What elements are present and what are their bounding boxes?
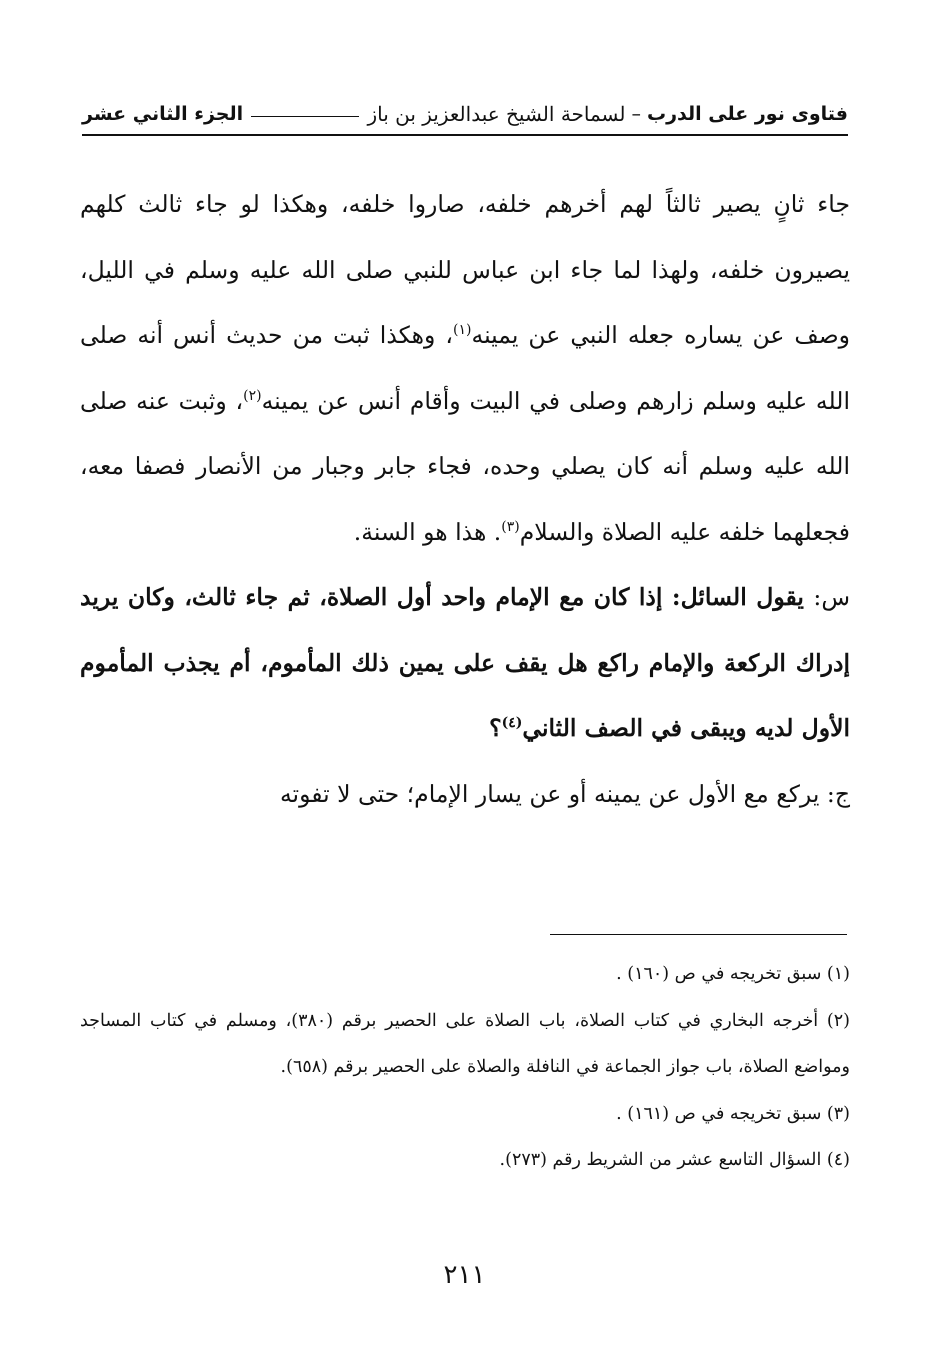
footnote-2: (٢) أخرجه البخاري في كتاب الصلاة، باب الصلاة على الحصير برقم (٣٨٠)، ومسلم في كتاب المساجد ومواضع الصلاة، باب جواز الجماعة في النافلة والصلاة على الحصير برقم (٦٥٨). bbox=[80, 1010, 850, 1077]
main-text bbox=[80, 172, 850, 827]
footnote-1: (١) سبق تخريجه في ص (١٦٠) . bbox=[616, 964, 850, 984]
footnote-divider bbox=[550, 934, 847, 935]
footnote-ref-3: (٣) bbox=[501, 518, 520, 535]
header-divider bbox=[82, 134, 848, 136]
question-paragraph: س: يقول السائل: إذا كان مع الإمام واحد أول الصلاة، ثم جاء ثالث، وكان يريد إدراك الركعة والإمام راكع هل يقف على يمين ذلك المأموم، أم يجذب المأموم الأول لديه ويبقى في الصف الثاني$^{(٤)}$؟ bbox=[80, 583, 851, 742]
header-dash: – bbox=[631, 103, 641, 125]
volume-part: الجزء الثاني عشر bbox=[82, 103, 244, 125]
answer-marker: ج: bbox=[826, 779, 850, 808]
footnote-4: (٤) السؤال التاسع عشر من الشريط رقم (٢٧٣). bbox=[499, 1150, 850, 1170]
book-title: فتاوى نور على الدرب bbox=[647, 103, 848, 125]
answer-text: يركع مع الأول عن يمينه أو عن يسار الإمام؛ حتى لا تفوته bbox=[279, 779, 820, 808]
footnote-ref-1: (١) bbox=[453, 322, 472, 338]
page-number: ٢١١ bbox=[443, 1260, 486, 1290]
footnote-ref-4: (٤) bbox=[501, 715, 523, 731]
footnote-3: (٣) سبق تخريجه في ص (١٦١) . bbox=[616, 1103, 850, 1124]
header-inline-rule bbox=[251, 116, 359, 117]
answer-paragraph bbox=[80, 762, 850, 828]
paragraph-answer-continued: جاء ثانٍ يصير ثالثاً لهم أخرهم خلفه، صاروا خلفه، وهكذا لو جاء ثالث كلهم يصيرون خلفه، ولهذا لما جاء ابن عباس للنبي صلى الله عليه وسلم في الليل، وصف عن يساره جعله النبي عن يمينه$^{(١)}$، وهكذا ثبت من حديث أنس أنه صلى الله عليه وسلم زارهم وصلى في البيت وأقام أنس عن يمينه$^{(٢)}$، وثبت عنه صلى الله عليه وسلم أنه كان يصلي وحده، فجاء جابر وجبار من الأنصار فصفا معه، فجعلهما خلفه عليه الصلاة والسلام$^{(٣)}$. هذا هو السنة. bbox=[80, 190, 851, 546]
author-name: لسماحة الشيخ عبدالعزيز بن باز bbox=[367, 102, 626, 126]
question-text: يقول السائل: إذا كان مع الإمام واحد أول الصلاة، ثم جاء ثالث، وكان يريد إدراك الركعة والإمام راكع هل يقف على يمين ذلك المأموم، أم يجذب المأموم الأول لديه ويبقى في الصف الثاني bbox=[80, 583, 850, 742]
footnote-ref-2: (٢) bbox=[243, 387, 262, 404]
question-marker: س: bbox=[813, 583, 851, 611]
footnotes bbox=[80, 951, 850, 1184]
running-header bbox=[82, 96, 848, 132]
